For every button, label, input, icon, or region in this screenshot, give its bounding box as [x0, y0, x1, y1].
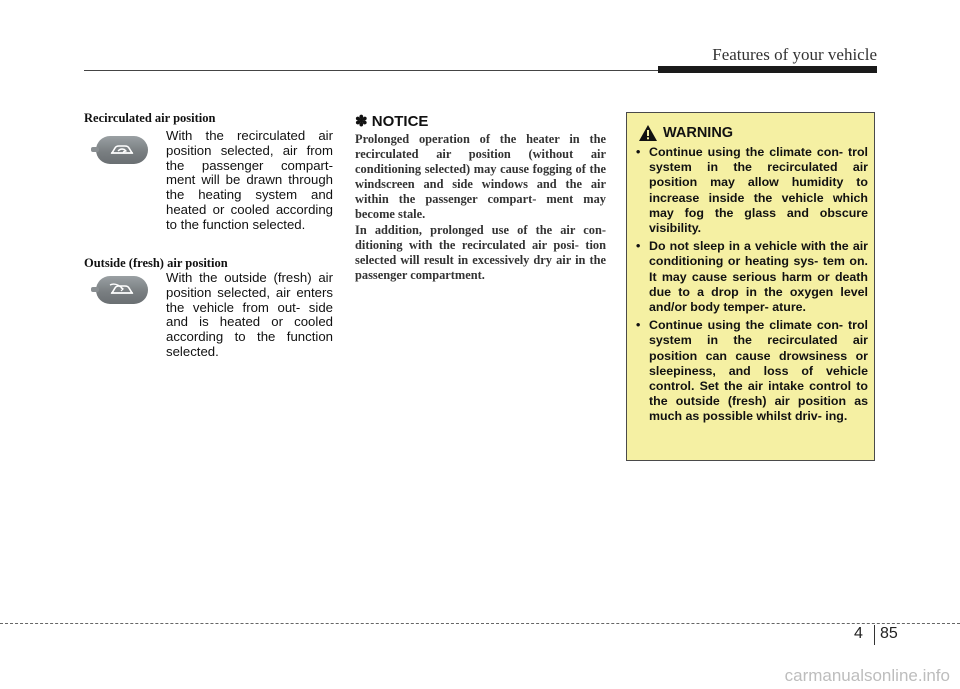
notice-body — [355, 132, 606, 283]
warning-triangle-icon — [638, 124, 658, 142]
page-header-title: Features of your vehicle — [712, 45, 877, 64]
warning-header — [638, 124, 758, 144]
warning-list — [634, 145, 868, 428]
notice-paragraph: In addition, prolonged use of the air con- ditioning with the recirculated air posi- tion selected will result in excessively dry air in the passenger compartment. — [355, 222, 606, 282]
bullet-icon: • — [636, 145, 641, 159]
notice-paragraph: Prolonged operation of the heater in the recirculated air position (without air conditioning selected) may cause fogging of the windscreen and side windows and the air within the passenger compart- ment may become stale. — [355, 132, 606, 222]
header-bar — [658, 66, 877, 73]
recirculated-air-description: With the recirculated air position selected, air from the passenger compart- ment will be drawn through the heating system and heated or cooled according to the function selected. — [166, 128, 333, 232]
bullet-icon: • — [636, 318, 641, 333]
fresh-air-description: With the outside (fresh) air position selected, air enters the vehicle from out- side and is heated or cooled according to the function selected. — [166, 270, 333, 359]
warning-item: • Do not sleep in a vehicle with the air conditioning or heating sys- tem on. It may cause serious harm or death due to a drop in the oxygen level and/or body temper- ature. — [636, 239, 868, 315]
bullet-icon: • — [636, 239, 641, 254]
recirculated-air-icon — [96, 136, 148, 164]
warning-item: • Continue using the climate con- trol system in the recirculated air position may allow humidity to increase inside the vehicle which may fog the glass and obscure visibility. — [636, 145, 868, 236]
notice-heading — [355, 112, 428, 130]
chapter-number: 4 — [854, 625, 863, 642]
notice-symbol-icon: ✽ — [355, 113, 368, 130]
watermark: carmanualsonline.info — [784, 666, 950, 685]
warning-title: WARNING — [663, 125, 734, 141]
fresh-air-icon — [96, 276, 148, 304]
footer-rule — [0, 623, 960, 624]
recirculated-air-heading: Recirculated air position — [84, 111, 216, 125]
page-number: 85 — [880, 625, 898, 642]
warning-item: • Continue using the climate con- trol system in the recirculated air position can cause drowsiness or sleepiness, and loss of vehicle control. Set the air intake control to the outside (fresh) air position as much as possible whilst driv- ing. — [636, 318, 868, 424]
fresh-air-heading: Outside (fresh) air position — [84, 256, 228, 270]
notice-title: NOTICE — [371, 113, 429, 130]
page-number-divider — [874, 625, 875, 645]
header-rule — [84, 70, 658, 71]
